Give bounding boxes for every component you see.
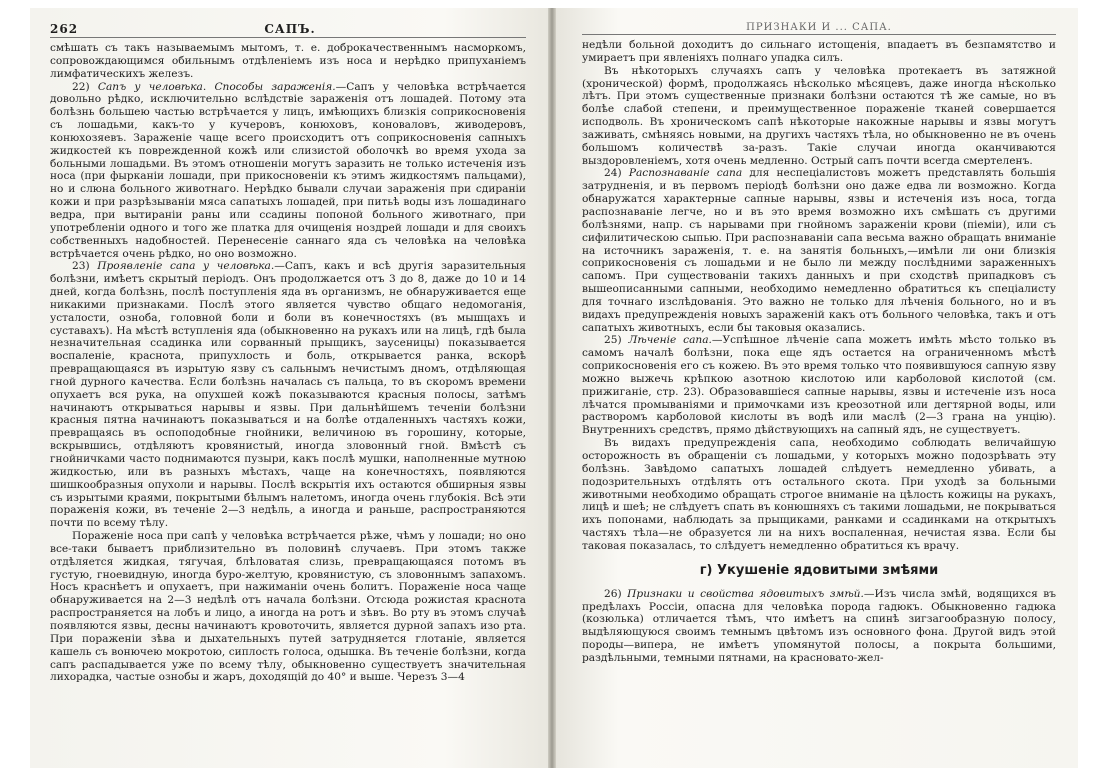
right-page-text (582, 39, 1056, 553)
paragraph-number: 22) (72, 80, 90, 93)
paragraph-title: Распознаваніе сапа (628, 167, 743, 180)
left-paragraph (50, 530, 526, 684)
paragraph-number: 23) (72, 260, 90, 273)
left-page-header (50, 22, 526, 38)
paragraph-number: 26) (604, 587, 622, 600)
right-page-final-text (582, 588, 1056, 665)
section-heading: г) Укушеніе ядовитыми змѣями (699, 562, 939, 578)
paragraph-body: —Успѣшное лѣченіе сапа можетъ имѣть мѣсто только въ самомъ началѣ болѣзни, пока еще ядъ остается на ограниченномъ мѣстѣ соприкосновенія его съ кожею. Въ это время только что появившуюся сапную язву можно выжечь крѣпкою азотною кислотою или карболовой кислотой (см. прижиганіе, стр. 23). Образовавшіеся сапные нарывы, язвы и истеченіе изъ носа лѣчатся промываніями и примочками изъ креозотной или дегтярной воды, или растворомъ карболовой кислоты въ водѣ или маслѣ (2—3 грана на унцію). Внутреннихъ средствъ, прямо дѣйствующихъ на сапный ядъ, не существуетъ. (582, 334, 1056, 437)
paragraph-title: Признаки и свойства ядовитыхъ змѣй. (627, 587, 864, 600)
paragraph-body: смѣшать съ такъ называемымъ мытомъ, т. е. доброкачественнымъ насморкомъ, сопровождающимся обильнымъ отдѣленіемъ изъ носа и нерѣдко припуханіемъ лимфатическихъ железъ. (50, 42, 526, 80)
paragraph-body: для неспеціалистовъ можетъ представлять большія затрудненія, и въ первомъ періодѣ болѣзни оно даже едва ли возможно. Когда обнаружатся характерные сапные нарывы, язвы и истеченія изъ носа, тогда распознаваніе легче, но и въ это время возможно ихъ смѣшать съ другими болѣзнями, напр. съ нарывами при гнойномъ зараженіи крови (піеміи), или съ сифилитическою сыпью. При распознаваніи сапа весьма важно обращать вниманіе на источникъ зараженія, т. е. на занятія больныхъ,—имѣли ли они близкія соприкосновенія съ лошадьми и не было ли между послѣдними зараженныхъ сапомъ. При существованіи такихъ данныхъ и при сходствѣ припадковъ съ вышеописанными сапными, необходимо немедленно обратиться къ спеціалисту для точнаго изслѣдованія. Это важно не только для лѣченія больного, но и въ видахъ предупрежденія новыхъ зараженій какъ отъ больного человѣка, такъ и отъ сапатыхъ животныхъ, если бы таковыя оказались. (582, 167, 1056, 334)
paragraph-number: 24) (604, 167, 622, 180)
right-page-header (582, 22, 1056, 35)
paragraph-title: Проявленіе сапа у человѣка. (97, 260, 275, 273)
paragraph-body: Въ нѣкоторыхъ случаяхъ сапъ у человѣка протекаетъ въ затяжной (хронической) формѣ, продолжаясь нѣсколько мѣсяцевъ, даже иногда нѣсколько лѣтъ. При этомъ существенные признаки болѣзни остаются тѣ же самые, но въ болѣе слабой степени, и преимущественное пораженіе тканей совершается исподволь. Въ хроническомъ сапѣ нѣкоторые накожные нарывы и язвы могутъ заживать, смѣняясь новыми, на другихъ частяхъ тѣла, но обыкновенно не въ очень большомъ количествѣ за-разъ. Такіе случаи иногда оканчиваются выздоровленіемъ, хотя очень медленно. Острый сапъ почти всегда смертеленъ. (582, 64, 1056, 167)
paragraph-body: Въ видахъ предупрежденія сапа, необходимо соблюдать величайшую осторожность въ обращеніи съ лошадьми, у которыхъ можно подозрѣвать эту болѣзнь. Завѣдомо сапатыхъ лошадей слѣдуетъ немедленно убивать, а подозрительныхъ отдѣлять отъ остального скота. При уходѣ за больными животными необходимо обращать строгое вниманіе на цѣлость кожицы на рукахъ, лицѣ и шеѣ; не слѣдуетъ спать въ конюшняхъ съ такими лошадьми, не покрываться ихъ попонами, наблюдать за прыщиками, ранками и ссадинками на открытыхъ частяхъ тѣла—не образуется ли на нихъ воспаленная, нечистая язва. Если бы таковая показалась, то слѣдуетъ немедленно обратиться къ врачу. (582, 437, 1056, 552)
paragraph-body: Пораженіе носа при сапѣ у человѣка встрѣчается рѣже, чѣмъ у лошади; но оно все-таки бываетъ приблизительно въ половинѣ случаевъ. При этомъ также отдѣляется жидкая, тягучая, блѣловатая слизь, превращающаяся потомъ въ густую, гноевидную, иногда буро-желтую, кровянистую, съ зловоннымъ запахомъ. Носъ краснѣетъ и опухаетъ, при нажиманіи очень болитъ. Пораженіе носа чаще обнаруживается на 2—3 недѣлѣ отъ начала болѣзни. Отсюда рожистая краснота распространяется на лобъ и лицо, а иногда на ротъ и зѣвъ. Во рту въ этомъ случаѣ появляются язвы, десны начинаютъ кровоточить, является дурной запахъ изо рта. При пораженіи зѣва и дыхательныхъ путей затрудняется глотаніе, является кашель съ вонючею мокротою, сиплость голоса, одышка. Въ теченіе болѣзни, когда сапъ распадывается уже по всему тѣлу, обыкновенно существуетъ значительная лихорадка, частые ознобы и жаръ, доходящій до 40° и выше. Черезъ 3—4 (50, 530, 526, 684)
right-paragraph (582, 65, 1056, 168)
right-paragraph (582, 39, 1056, 65)
right-page (556, 8, 1078, 768)
book-spread (30, 8, 1078, 768)
right-paragraph (582, 437, 1056, 553)
paragraph-title: Сапъ у человѣка. Способы зараженія. (97, 80, 336, 93)
paragraph-body: недѣли больной доходитъ до сильнаго истощенія, впадаетъ въ безпамятство и умираетъ при явленіяхъ полнаго упадка силъ. (582, 39, 1056, 64)
left-paragraph (50, 81, 526, 261)
running-head-right: ПРИЗНАКИ И ... САПА. (746, 22, 892, 33)
paragraph-body: —Изъ числа змѣй, водящихся въ предѣлахъ Россіи, опасна для человѣка порода гадюкъ. Обыкновенно гадюка (козюлька) отличается тѣмъ, что имѣетъ на спинѣ зигзагообразную полосу, выдѣляющуюся своимъ темнымъ цвѣтомъ изъ основного фона. Другой видъ этой породы—випера, не имѣетъ упомянутой полосы, а покрыта большими, раздѣльными, темными пятнами, на красновато-жел- (582, 587, 1056, 664)
left-paragraph (50, 260, 526, 530)
paragraph-body: —Сапъ, какъ и всѣ другія заразительныя болѣзни, имѣетъ скрытый періодъ. Онъ продолжается отъ 3 до 8, даже до 10 и 14 дней, когда болѣзнь, послѣ поступленія яда въ организмъ, не обнаруживается еще никакими признаками. Послѣ этого является чувство общаго недомоганія, усталости, озноба, головной боли и боли въ конечностяхъ (въ мышцахъ и суставахъ). На мѣстѣ вступленія яда (обыкновенно на рукахъ или на лицѣ, гдѣ была незначительная ссадинка или сорванный прыщикъ, заусеницы) показывается воспаленіе, краснота, припухлость и боль, открывается ранка, вскорѣ превращающаяся въ изрытую язву съ сальнымъ нечистымъ дномъ, отдѣляющая гной дурного качества. Если болѣзнь началась съ пальца, то въ скоромъ времени опухаетъ вся рука, на опухшей кожѣ показываются красныя полосы, затѣмъ начинаютъ открываться нарывы и язвы. При дальнѣйшемъ теченіи болѣзни красныя пятна начинаютъ показываться и на болѣе отдаленныхъ частяхъ кожи, превращаясь въ оспоподобные гнойники, величиною въ горошину, которые, вскрывшись, отдѣляютъ кровянистый, иногда зловонный гной. Вмѣстѣ съ гнойничками часто поднимаются пузыри, какъ послѣ мушки, наполненные мутною жидкостью, или въ разныхъ мѣстахъ, чаще на конечностяхъ, появляются шишкообразныя опухоли и нарывы. Послѣ вскрытія ихъ остаются обширныя язвы съ изрытыми краями, покрытыми бѣлымъ налетомъ, иногда очень глубокія. Всѣ эти пораженія кожи, въ теченіе 2—3 недѣль, а иногда и раньше, распространяются почти по всему тѣлу. (50, 260, 526, 530)
left-page (30, 8, 548, 768)
paragraph-body: —Сапъ у человѣка встрѣчается довольно рѣдко, исключительно вслѣдствіе зараженія отъ лошадей. Потому эта болѣзнь большею частью встрѣчается у лицъ, имѣющихъ близкія соприкосновенія съ лошадьми, какъ-то у кучеровъ, конюховъ, коноваловъ, живодеровъ, конюхозяевъ. Зараженіе чаще всего происходитъ отъ соприкосновенія сапныхъ жидкостей къ поврежденной кожѣ или слизистой оболочкѣ во время ухода за больными лошадьми. Въ этомъ отношеніи могутъ заразить не только истеченія изъ носа (при фырканіи лошади, при прикосновеніи къ этимъ жидкостямъ пальцами), но и слюна больного животнаго. Нерѣдко бывали случаи зараженія при сдираніи кожи и при разрѣзываніи мяса сапатыхъ лошадей, при питьѣ воды изъ лошадинаго ведра, при вытираніи раны или ссадины попоной больного животнаго, при употребленіи одного и того же платка для очищенія ноздрей лошади и для своихъ собственныхъ надобностей. Перенесеніе саннаго яда съ человѣка на человѣка встрѣчается очень рѣдко, но оно возможно. (50, 80, 526, 260)
paragraph-number: 25) (604, 334, 622, 347)
running-head: САПЪ. (264, 22, 316, 36)
page-number: 262 (50, 22, 79, 36)
paragraph-26 (582, 588, 1056, 665)
right-paragraph (582, 167, 1056, 334)
right-paragraph (582, 334, 1056, 437)
left-page-text (50, 42, 526, 684)
book-gutter (548, 8, 556, 768)
paragraph-title: Лѣченіе сапа. (628, 334, 712, 347)
left-paragraph (50, 42, 526, 81)
